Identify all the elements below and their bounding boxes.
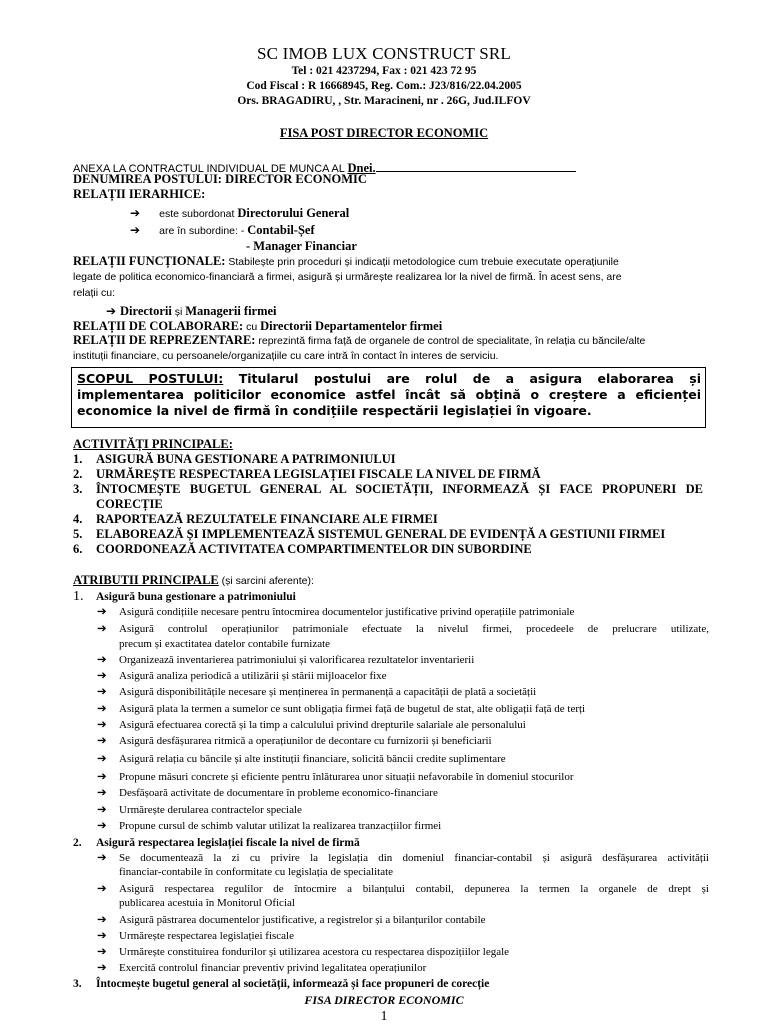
arrow-icon: ➔ [97, 852, 107, 864]
activity-text: COORDONEAZĂ ACTIVITATEA COMPARTIMENTELOR DIN SUBORDINE [96, 542, 532, 556]
attrib-item-text: Propune cursul de schimb valutar utilizat la realizarea tranzacțiilor firmei [119, 820, 442, 832]
activities-heading: ACTIVITĂȚI PRINCIPALE: [73, 437, 233, 451]
arrow-icon: ➔ [97, 606, 107, 618]
attrib-heading-line [73, 573, 705, 588]
attrib-item [97, 820, 709, 833]
activity-text: URMĂREȘTE RESPECTAREA LEGISLAȚIEI FISCALE LA NIVEL DE FIRMĂ [96, 467, 541, 481]
hier-sub-prefix: este subordonat [159, 208, 238, 220]
document-title: FISA POST DIRECTOR ECONOMIC [279, 126, 489, 140]
hier-sup-prefix: are în subordine: - [159, 225, 248, 237]
attrib-item [97, 623, 709, 636]
attrib-item-text: Asigură efectuarea corectă și la timp a calculului privind drepturile salariale ale personalului [119, 719, 526, 731]
collab-value: Directorii Departamentelor firmei [260, 319, 443, 333]
footer-title: FISA DIRECTOR ECONOMIC [304, 993, 464, 1007]
attrib-item [97, 771, 709, 784]
attrib-item [97, 703, 709, 716]
attrib-group1-title [73, 590, 713, 604]
arrow-icon: ➔ [97, 703, 107, 715]
arrow-icon: ➔ [97, 787, 107, 799]
attrib-group3-title [73, 978, 713, 991]
arrow-icon: ➔ [97, 719, 107, 731]
arrow-icon: ➔ [97, 771, 107, 783]
attrib-item [97, 897, 709, 910]
arrow-icon: ➔ [97, 883, 107, 895]
collab-heading: RELAȚII DE COLABORARE: [73, 319, 244, 333]
attrib-item-text: precum și exactitatea datelor contabile furnizate [119, 638, 331, 650]
activity-text: ELABOREAZĂ ȘI IMPLEMENTEAZĂ SISTEMUL GENERAL DE EVIDENȚĂ A GESTIUNII FIRMEI [96, 527, 666, 541]
activity-number: 6. [73, 542, 83, 556]
attrib-item [97, 654, 709, 667]
arrow-icon: ➔ [130, 223, 141, 237]
hier-sup-value2: - Manager Financiar [246, 239, 357, 253]
activity-item [73, 468, 713, 481]
attrib-item [97, 606, 709, 619]
attrib-item-text: Asigură respectarea regulilor de întocmire a bilanțului contabil, depunerea la termen la organele de drept și [119, 883, 709, 895]
page-number: 1 [380, 1009, 388, 1024]
hier-heading: RELAȚII IERARHICE: [73, 187, 206, 201]
arrow-icon: ➔ [97, 962, 107, 974]
company-phone: Tel : 021 4237294, Fax : 021 423 72 95 [291, 65, 477, 77]
attrib-item [97, 866, 709, 879]
arrow-icon: ➔ [97, 930, 107, 942]
attrib-item [97, 946, 709, 959]
attrib-item-text: Propune măsuri concrete și eficiente pentru înlăturarea unor situații nefavorabile în domeniul stocurilor [119, 771, 574, 783]
repr-heading: RELAȚII DE REPREZENTARE: [73, 333, 256, 347]
attrib-item [97, 804, 709, 817]
attrib-item-text: Asigură condițiile necesare pentru întocmirea documentelor justificative privind operațiile patrimoniale [119, 606, 575, 618]
attrib-heading-note: (și sarcini aferente): [218, 575, 314, 587]
attrib-item [97, 686, 709, 699]
attrib-item-text: Urmărește constituirea fondurilor și utilizarea acestora cu respectarea dispozițiilor legale [119, 946, 510, 958]
functional-item-and: și [171, 306, 186, 318]
activity-item [73, 528, 713, 541]
arrow-icon: ➔ [97, 946, 107, 958]
functional-item-a: Directorii [120, 304, 172, 318]
arrow-icon: ➔ [130, 206, 141, 220]
activity-number: 5. [73, 527, 83, 541]
attrib-item-text: Urmărește derularea contractelor speciale [119, 804, 302, 816]
attrib-item [97, 753, 709, 766]
attrib-group3-text: Întocmește bugetul general al societății, informează și face propuneri de corecție [96, 978, 490, 990]
attrib-item-text: Organizează inventarierea patrimoniului și valorificarea rezultatelor inventarierii [119, 654, 475, 666]
attrib-item [97, 787, 709, 800]
scope-text: Titularul postului are rolul de a asigura elaborarea și implementarea politicilor economice astfel încât să obțină o creștere a eficienței economice la nivel de firmă în condițiile respectării legislației în vigoare. [77, 371, 702, 418]
arrow-icon: ➔ [97, 686, 107, 698]
functional-heading: RELAȚII FUNCȚIONALE: [73, 254, 226, 268]
hier-sup-value1: Contabil-Șef [247, 223, 315, 237]
activity-text: ÎNTOCMEȘTE BUGETUL GENERAL AL SOCIETĂȚII, INFORMEAZĂ ȘI FACE PROPUNERI DE [96, 482, 703, 496]
attrib-item-text: Asigură păstrarea documentelor justificative, a registrelor și a bilanțurilor contabile [119, 914, 486, 926]
attrib-item [97, 735, 709, 748]
activity-item [73, 513, 713, 526]
attrib-group1-num: 1. [73, 589, 84, 604]
annex-blank [376, 159, 576, 172]
activity-text: RAPORTEAZĂ REZULTATELE FINANCIARE ALE FIRMEI [96, 512, 438, 526]
attrib-item-text: Asigură analiza periodică a utilizării și stării mijloacelor fixe [119, 670, 387, 682]
attrib-item-text: Asigură desfășurarea ritmică a operațiunilor de decontare cu furnizorii și beneficiarii [119, 735, 492, 747]
activity-text-cont: CORECȚIE [96, 497, 163, 511]
arrow-icon: ➔ [97, 753, 107, 765]
company-name: SC IMOB LUX CONSTRUCT SRL [256, 44, 512, 63]
activity-number: 3. [73, 482, 83, 496]
scope-box [71, 367, 706, 428]
activity-text: ASIGURĂ BUNA GESTIONARE A PATRIMONIULUI [96, 452, 396, 466]
arrow-icon: ➔ [97, 914, 107, 926]
repr-text2: instituții financiare, cu persoanele/organizațiile cu care intră în contact în interes de serviciu. [73, 350, 499, 362]
attrib-group2-num: 2. [73, 837, 82, 849]
functional-item [106, 304, 738, 319]
activity-item [73, 453, 713, 466]
attrib-group2-title [73, 837, 713, 850]
attrib-item-text: Se documentează la zi cu privire la legislația din domeniul financiar-contabil și asigură desfășurarea activității [119, 852, 709, 864]
attrib-item-text: Asigură controlul operațiunilor patrimoniale efectuate la nivelul firmei, procedeele de prelucrare utilizate, [119, 623, 709, 635]
arrow-icon: ➔ [97, 670, 107, 682]
hier-subordinate [130, 206, 762, 221]
annex-dnei: Dnei. [347, 161, 376, 175]
arrow-icon: ➔ [97, 654, 107, 666]
attrib-item-text: Asigură disponibilitățile necesare și menținerea în permanență a capacității de plată a societății [119, 686, 537, 698]
activity-number: 1. [73, 452, 83, 466]
position-name: DENUMIREA POSTULUI: DIRECTOR ECONOMIC [73, 172, 367, 186]
attrib-item [97, 670, 709, 683]
scope-label: SCOPUL POSTULUI: [77, 371, 224, 386]
attrib-item [97, 852, 709, 865]
activity-item [73, 483, 713, 496]
functional-item-b: Managerii firmei [185, 304, 277, 318]
arrow-icon: ➔ [97, 820, 107, 832]
company-fiscal: Cod Fiscal : R 16668945, Reg. Com.: J23/816/22.04.2005 [246, 80, 522, 92]
arrow-icon: ➔ [106, 304, 117, 318]
collab-line [73, 319, 705, 334]
functional-text2: legate de politica economico-financiară a firmei, asigură și urmărește realizarea lor la nivel de firmă. În acest sens, are [73, 271, 622, 283]
arrow-icon: ➔ [97, 804, 107, 816]
attrib-item [97, 719, 709, 732]
attrib-item-text: publicarea acestuia în Monitorul Oficial [119, 897, 295, 909]
activity-number: 2. [73, 467, 83, 481]
attrib-item-text: Urmărește respectarea legislației fiscale [119, 930, 294, 942]
company-address: Ors. BRAGADIRU, , Str. Maracineni, nr . 26G, Jud.ILFOV [237, 95, 531, 107]
repr-line1 [73, 333, 705, 348]
attrib-item [97, 930, 709, 943]
annex-prefix: ANEXA LA CONTRACTUL INDIVIDUAL DE MUNCA AL [73, 163, 348, 175]
collab-mid: cu [243, 321, 261, 333]
attrib-item [97, 914, 709, 927]
attrib-item [97, 638, 709, 651]
functional-line1 [73, 254, 705, 269]
attrib-item [97, 962, 709, 975]
activity-number: 4. [73, 512, 83, 526]
attrib-item [97, 883, 709, 896]
attrib-group2-text: Asigură respectarea legislației fiscale la nivel de firmă [96, 837, 360, 849]
attrib-heading: ATRIBUTII PRINCIPALE [73, 573, 219, 587]
functional-text3: relații cu: [73, 287, 116, 299]
attrib-item-text: Desfășoară activitate de documentare în probleme economico-financiare [119, 787, 438, 799]
attrib-group1-text: Asigură buna gestionare a patrimoniului [96, 591, 296, 603]
functional-text1: Stabilește prin proceduri și indicații metodologice cum trebuie executate operațiunile [225, 256, 619, 268]
attrib-group3-num: 3. [73, 978, 82, 990]
hier-sub-value: Directorului General [237, 206, 350, 220]
arrow-icon: ➔ [97, 623, 107, 635]
attrib-item-text: financiar-contabile în conformitate cu legislația de specialitate [119, 866, 394, 878]
repr-text1: reprezintă firma față de organele de control de specialitate, în relația cu băncile/alte [255, 335, 646, 347]
attrib-item-text: Asigură relația cu băncile și alte instituții financiare, solicită băncii credite suplimentare [119, 753, 506, 765]
arrow-icon: ➔ [97, 735, 107, 747]
attrib-item-text: Asigură plata la termen a sumelor ce sunt obligația firmei față de bugetul de stat, alte obligații față de terți [119, 703, 586, 715]
attrib-item-text: Exercită controlul financiar preventiv privind legalitatea operațiunilor [119, 962, 427, 974]
hier-superior [130, 223, 762, 238]
activity-item [73, 543, 713, 556]
